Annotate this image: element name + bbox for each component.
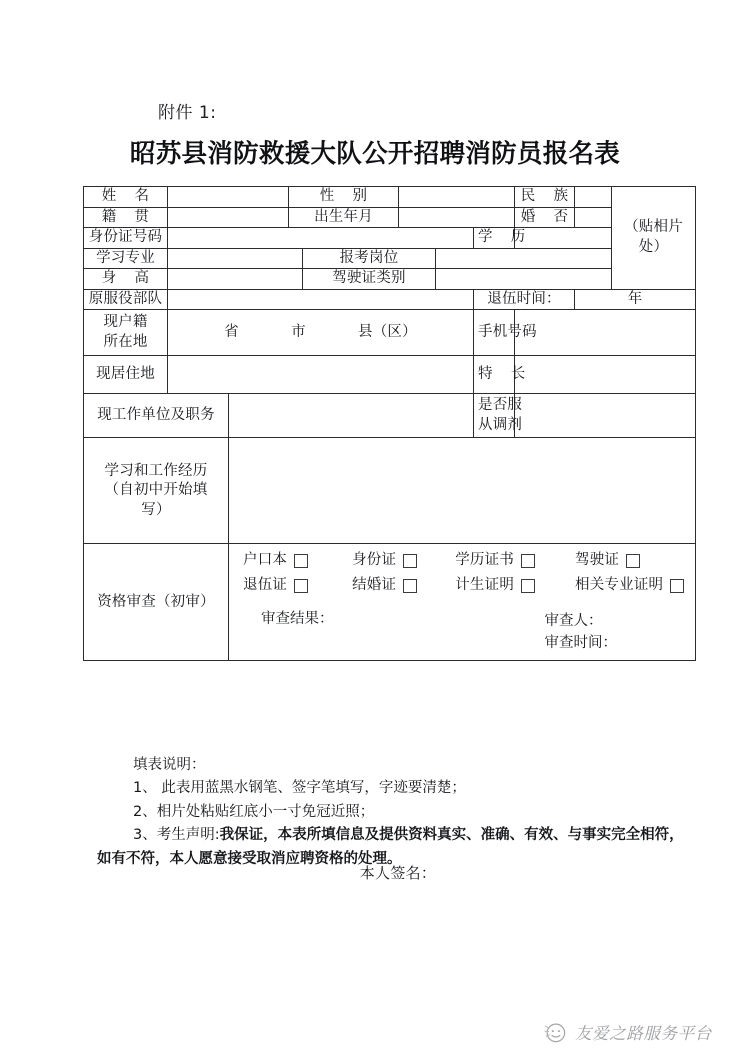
experience-label: 学习和工作经历 （自初中开始填 写） — [84, 438, 229, 544]
education-label: 学 历 — [474, 228, 515, 249]
attachment-label: 附件 1: — [158, 103, 217, 123]
checkbox-id-card[interactable] — [403, 554, 417, 568]
registration-form-table — [83, 186, 696, 661]
table-row-qualification — [84, 544, 696, 661]
birth-date-label: 出生年月 — [289, 207, 399, 228]
footer-watermark — [541, 1018, 712, 1046]
name-value-cell[interactable] — [168, 187, 289, 208]
checkbox-item-major-certificate[interactable]: 相关专业证明 — [575, 576, 684, 596]
table-row-work-unit — [84, 394, 696, 438]
residence-value-cell[interactable] — [168, 356, 474, 394]
table-row-native-place — [84, 207, 696, 228]
obey-assignment-value-cell[interactable] — [515, 394, 696, 438]
reviewer-label: 审查人： — [544, 612, 603, 629]
declaration-bold-text: 我保证，本表所填信息及提供资料真实、准确、有效、与事实完全相符， — [219, 827, 684, 844]
instruction-item-3-continued: 如有不符，本人愿意接受取消应聘资格的处理。 — [97, 850, 402, 867]
page-title: 昭苏县消防救援大队公开招聘消防员报名表 — [129, 139, 621, 169]
watermark-text: 友爱之路服务平台 — [575, 1024, 712, 1043]
table-row-former-unit — [84, 289, 696, 310]
applied-post-value-cell[interactable] — [436, 248, 612, 269]
table-row-experience — [84, 438, 696, 544]
table-row-id-number — [84, 228, 696, 249]
marital-value-cell[interactable] — [575, 207, 612, 228]
discharge-time-label: 退伍时间： — [474, 289, 575, 310]
phone-value-cell[interactable] — [515, 310, 696, 356]
work-unit-label: 现工作单位及职务 — [84, 394, 229, 438]
qualification-content-cell — [229, 544, 696, 661]
gender-label: 性 别 — [289, 187, 399, 208]
birth-date-value-cell[interactable] — [399, 207, 515, 228]
table-row-residence — [84, 356, 696, 394]
id-number-value-cell[interactable] — [168, 228, 474, 249]
instructions-heading: 填表说明： — [133, 757, 206, 773]
checkbox-marriage-certificate[interactable] — [403, 579, 417, 593]
checkbox-major-certificate[interactable] — [670, 579, 684, 593]
ethnicity-value-cell[interactable] — [575, 187, 612, 208]
checkbox-item-diploma[interactable]: 学历证书 — [455, 551, 535, 571]
checkbox-item-driver-license[interactable]: 驾驶证 — [575, 551, 640, 571]
name-label: 姓 名 — [84, 187, 168, 208]
checkbox-item-family-planning[interactable]: 计生证明 — [455, 576, 535, 596]
checkbox-item-id-card[interactable]: 身份证 — [352, 551, 417, 571]
height-label: 身 高 — [84, 269, 168, 290]
major-value-cell[interactable] — [168, 248, 303, 269]
instruction-item-2: 2、相片处粘贴红底小一寸免冠近照； — [133, 803, 375, 820]
experience-value-cell[interactable] — [229, 438, 696, 544]
former-unit-value-cell[interactable] — [168, 289, 474, 310]
phone-label: 手机号码 — [474, 310, 515, 356]
height-value-cell[interactable] — [168, 269, 303, 290]
ethnicity-label: 民 族 — [515, 187, 575, 208]
table-row-major — [84, 248, 696, 269]
work-unit-value-cell[interactable] — [229, 394, 474, 438]
instruction-item-3 — [97, 824, 697, 847]
checkbox-item-marriage-certificate[interactable]: 结婚证 — [352, 576, 417, 596]
former-unit-label: 原服役部队 — [84, 289, 168, 310]
native-place-label: 籍 贯 — [84, 207, 168, 228]
id-number-label: 身份证号码 — [84, 228, 168, 249]
residence-label: 现居住地 — [84, 356, 168, 394]
specialty-label: 特 长 — [474, 356, 515, 394]
checkbox-family-planning[interactable] — [521, 579, 535, 593]
checkbox-item-household-register[interactable]: 户口本 — [243, 551, 308, 571]
form-instructions — [97, 754, 697, 871]
checkbox-item-discharge-certificate[interactable]: 退伍证 — [243, 576, 308, 596]
checkbox-discharge-certificate[interactable] — [294, 579, 308, 593]
household-label: 现户籍 所在地 — [84, 310, 168, 356]
obey-assignment-label: 是否服 从调剂 — [474, 394, 515, 438]
checkbox-household-register[interactable] — [294, 554, 308, 568]
specialty-value-cell[interactable] — [515, 356, 696, 394]
qualification-label: 资格审查（初审） — [84, 544, 229, 661]
native-place-value-cell[interactable] — [168, 207, 289, 228]
smiley-logo-icon — [541, 1018, 569, 1046]
province-label: 省 — [224, 324, 239, 341]
gender-value-cell[interactable] — [399, 187, 515, 208]
table-row-height — [84, 269, 696, 290]
city-label: 市 — [291, 324, 306, 341]
qualification-result-row — [243, 610, 691, 655]
major-label: 学习专业 — [84, 248, 168, 269]
household-address-cell[interactable] — [168, 310, 474, 356]
declaration-prefix: 3、考生声明: — [133, 827, 220, 844]
photo-placeholder-cell: （贴相片处） — [612, 187, 696, 290]
county-label: 县（区） — [358, 324, 417, 341]
checkbox-driver-license[interactable] — [626, 554, 640, 568]
review-time-label: 审查时间： — [544, 634, 617, 651]
license-type-value-cell[interactable] — [436, 269, 612, 290]
review-result-label: 审查结果： — [261, 610, 334, 627]
signature-label: 本人签名： — [359, 864, 437, 882]
table-row-name — [84, 187, 696, 208]
education-value-cell[interactable] — [515, 228, 612, 249]
qualification-checkbox-row-2 — [243, 576, 691, 596]
qualification-checkbox-row-1 — [243, 551, 691, 571]
reviewer-block — [545, 610, 680, 655]
marital-label: 婚 否 — [515, 207, 575, 228]
table-row-household — [84, 310, 696, 356]
applied-post-label: 报考岗位 — [303, 248, 436, 269]
license-type-label: 驾驶证类别 — [303, 269, 436, 290]
checkbox-diploma[interactable] — [521, 554, 535, 568]
discharge-year-cell[interactable]: 年 — [575, 289, 696, 310]
instruction-item-1: 1、 此表用蓝黑水钢笔、签字笔填写，字迹要清楚； — [133, 780, 466, 797]
